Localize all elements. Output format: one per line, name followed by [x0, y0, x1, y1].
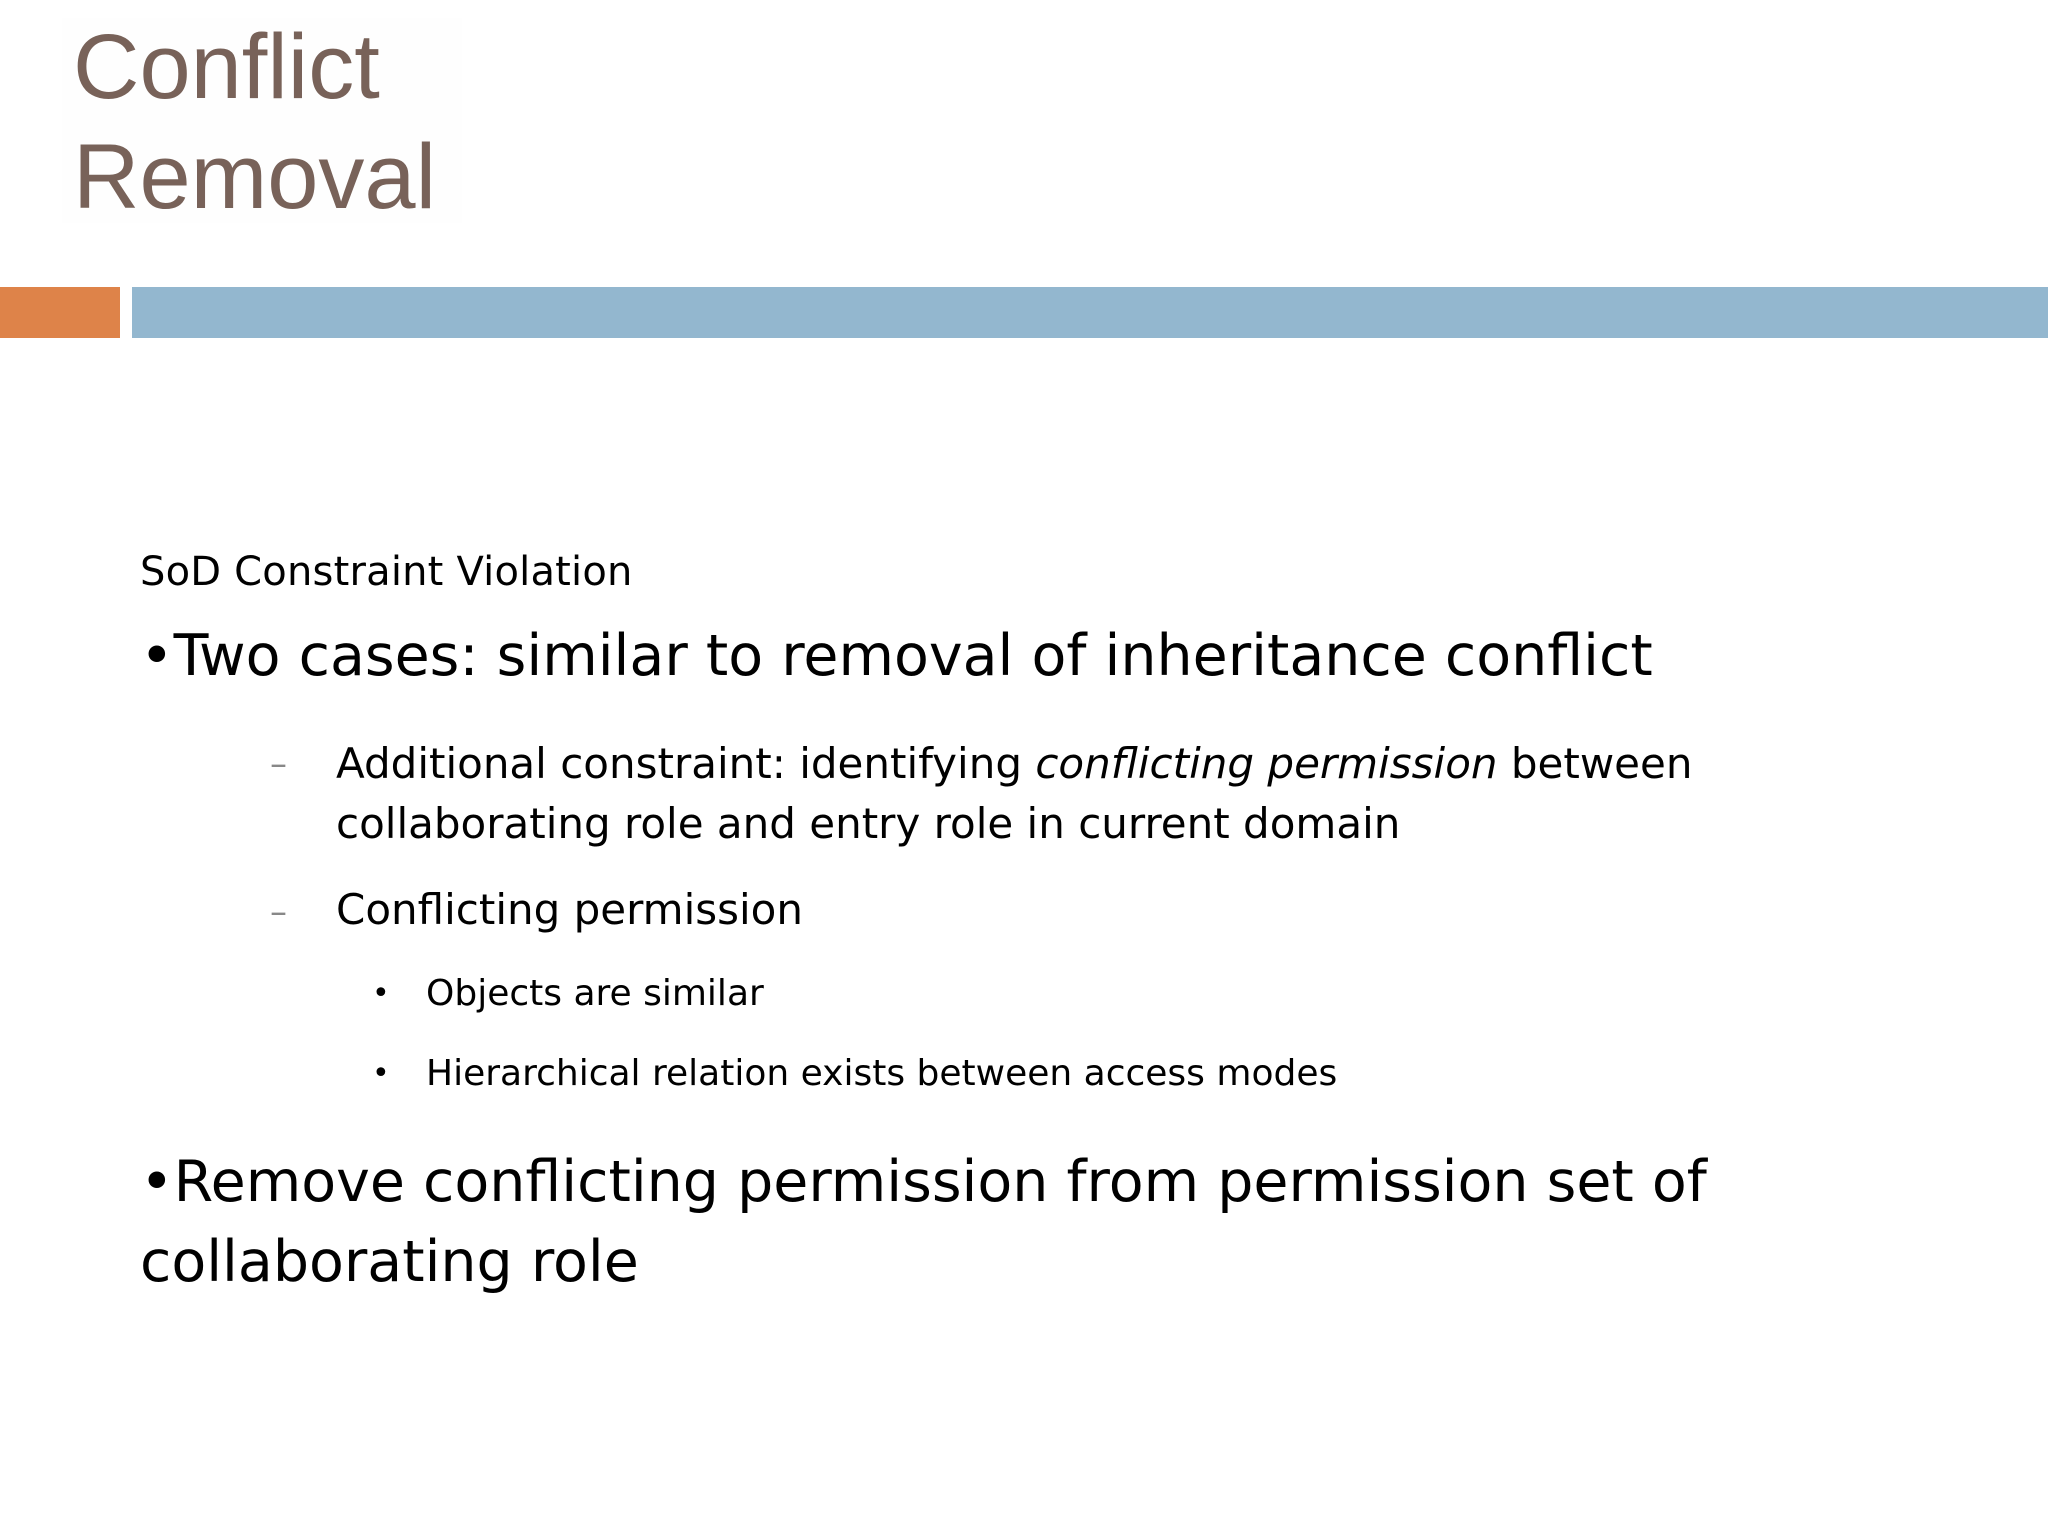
- slide-title-line-2: Removal: [73, 126, 437, 228]
- dash-marker-1: –: [270, 744, 287, 784]
- dash-marker-2: –: [270, 892, 287, 932]
- bullet-two-cases: •Two cases: similar to removal of inheritance conflict: [140, 623, 1653, 689]
- accent-bar-blue: [132, 287, 2048, 338]
- sub-bullet-additional-constraint: [336, 734, 1692, 794]
- point-objects-similar: Objects are similar: [426, 973, 764, 1014]
- bullet-remove-conflicting-line-2: collaborating role: [140, 1229, 639, 1295]
- sub-bullet-text-suffix: between: [1497, 739, 1693, 788]
- dot-marker-2: •: [372, 1056, 390, 1091]
- bullet-remove-conflicting: •Remove conflicting permission from permission set of: [140, 1149, 1707, 1215]
- sub-bullet-conflicting-permission: Conflicting permission: [336, 885, 803, 934]
- accent-bar-orange: [0, 287, 120, 338]
- sub-bullet-text-prefix: Additional constraint: identifying: [336, 739, 1036, 788]
- slide-title-line-1: Conflict: [73, 16, 380, 118]
- dot-marker-1: •: [372, 976, 390, 1011]
- sub-bullet-additional-constraint-line-2: collaborating role and entry role in current domain: [336, 799, 1401, 848]
- point-hierarchical-relation: Hierarchical relation exists between access modes: [426, 1053, 1338, 1094]
- section-subtitle: SoD Constraint Violation: [140, 549, 633, 595]
- sub-bullet-text-emphasis: conflicting permission: [1035, 739, 1498, 788]
